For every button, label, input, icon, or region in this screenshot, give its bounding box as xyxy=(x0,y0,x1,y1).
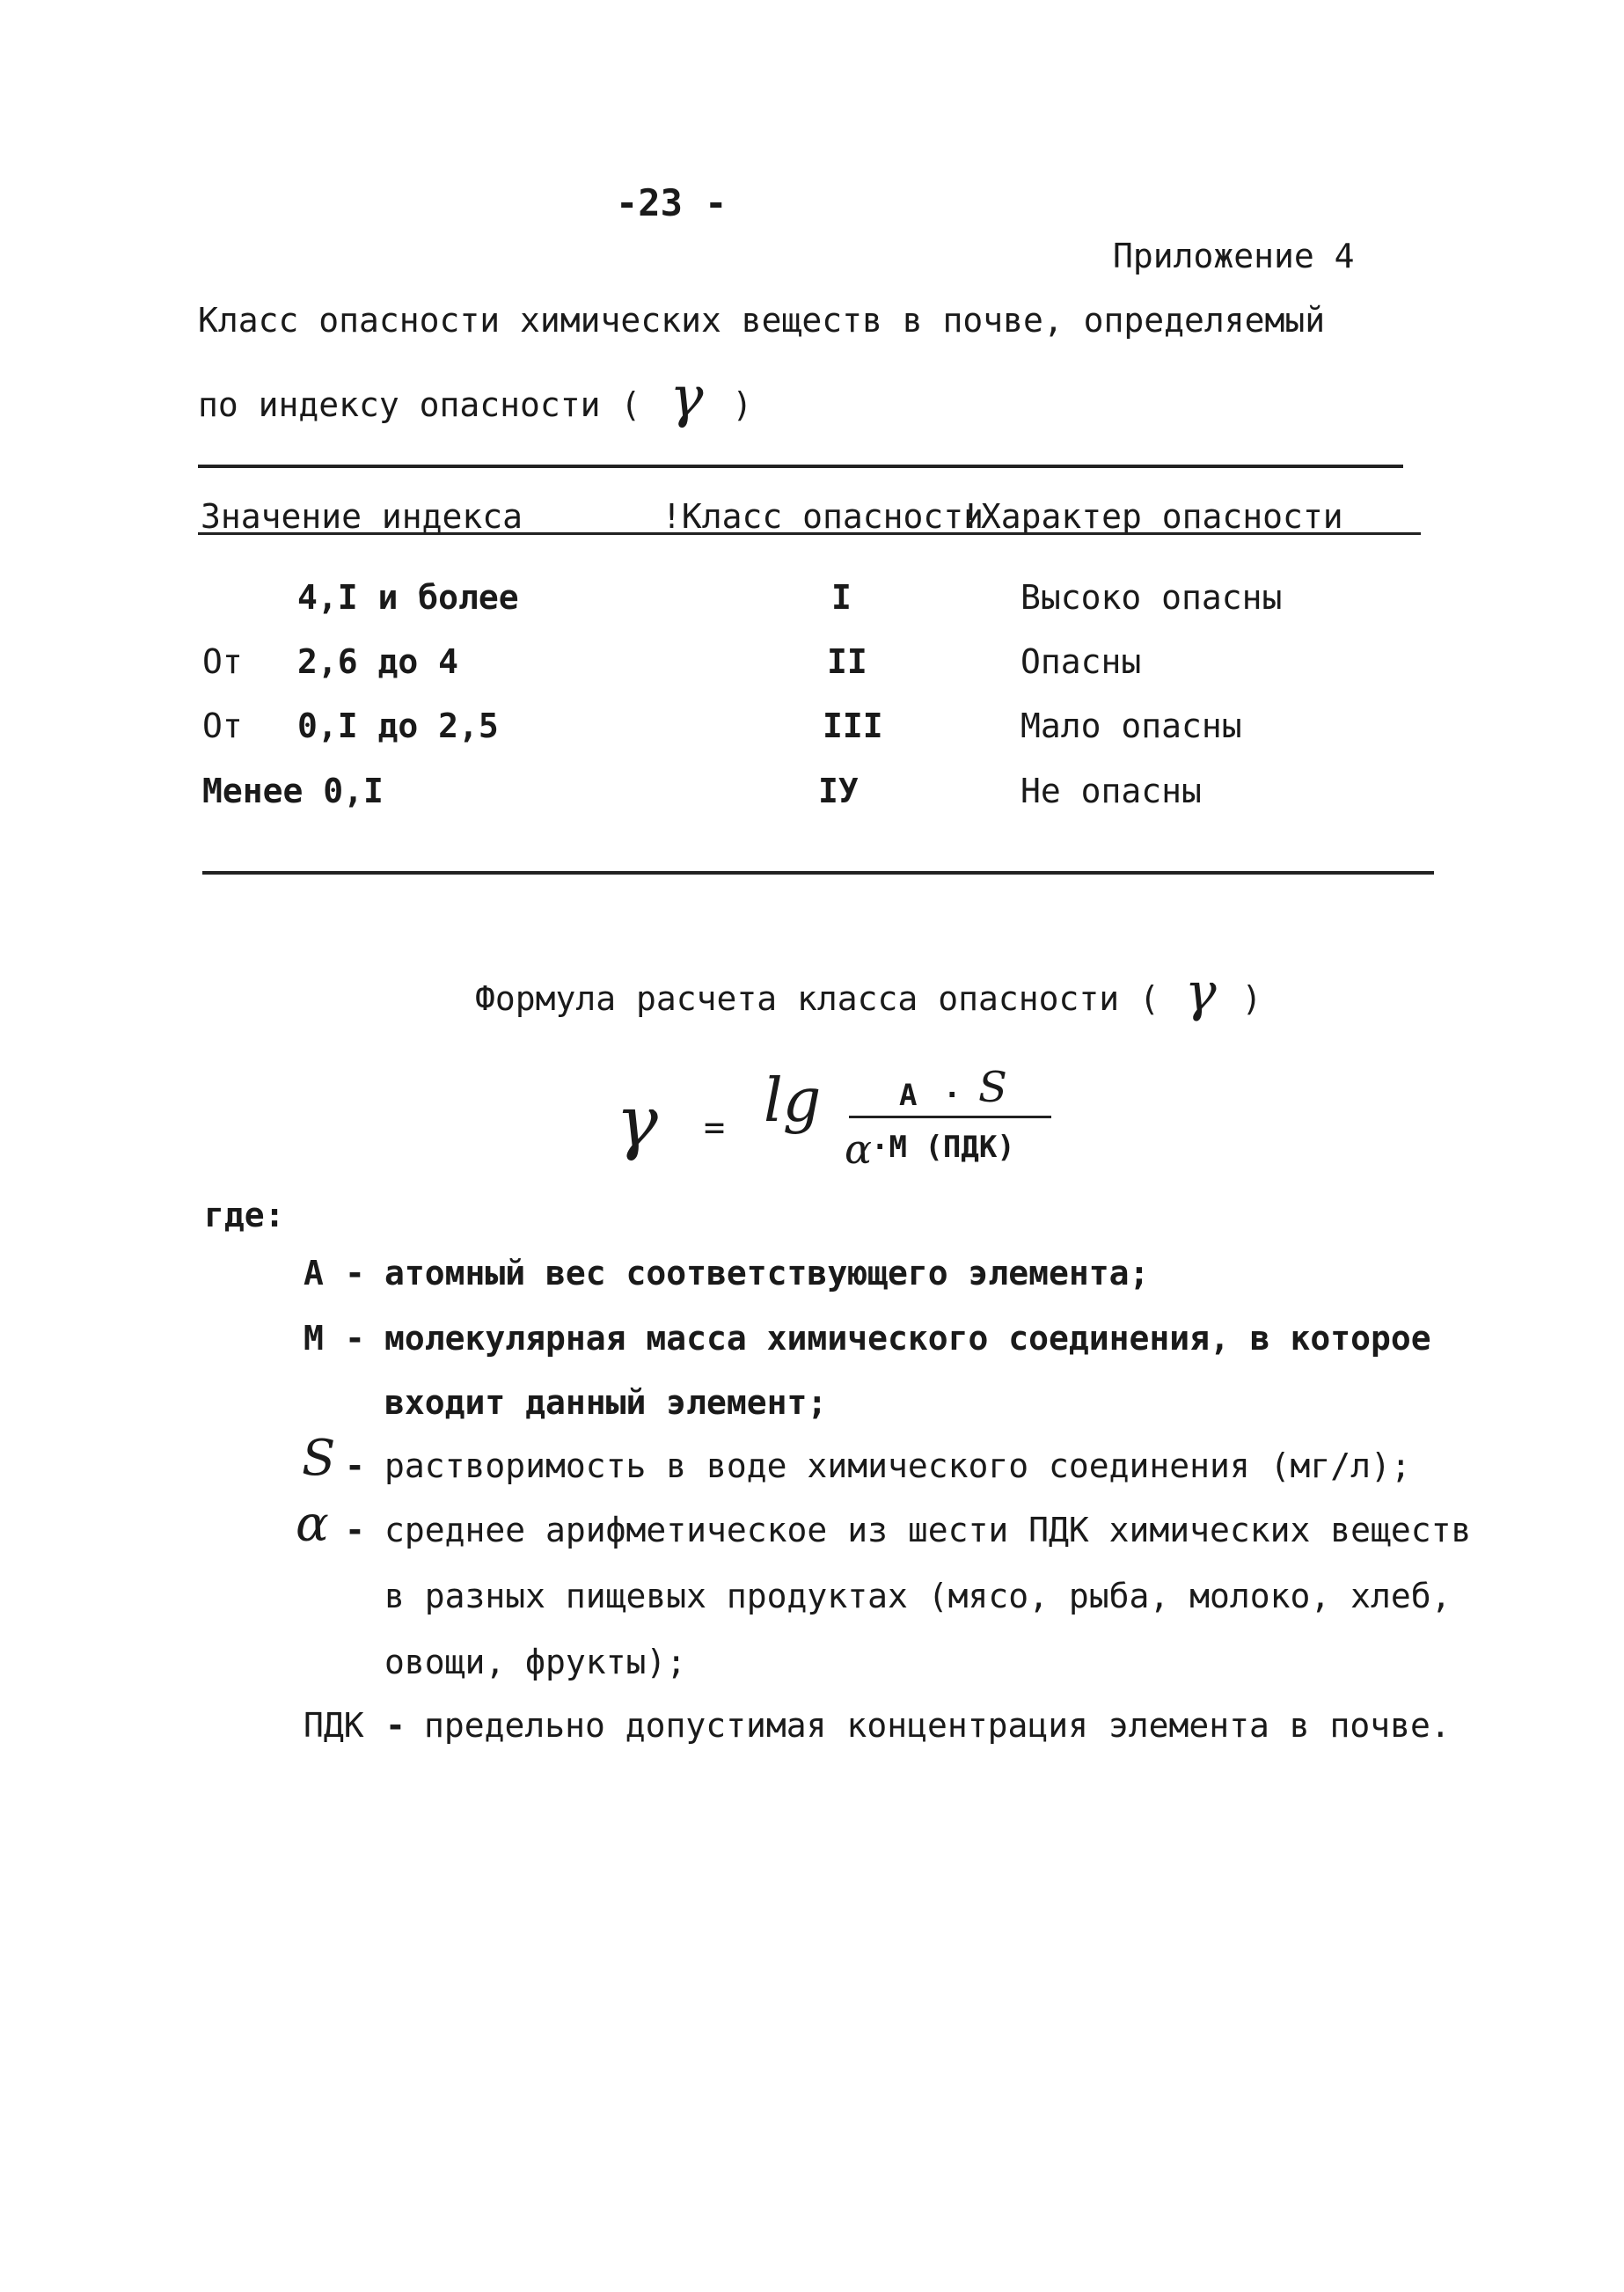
row-1-value: 4,I и более xyxy=(297,578,519,617)
definition-text: атомный вес соответствующего элемента; xyxy=(384,1254,1150,1292)
table-header-character: !Характер опасности xyxy=(961,497,1343,536)
formula-numerator-dot: · xyxy=(943,1078,962,1113)
row-1-class: I xyxy=(831,578,852,617)
row-4-value: Менее 0,I xyxy=(202,772,384,810)
formula-numerator-s: S xyxy=(978,1063,1007,1112)
formula-numerator-a: A xyxy=(899,1078,918,1113)
definition-symbol-s: S xyxy=(302,1430,336,1487)
definition-symbol-alpha: α xyxy=(296,1496,329,1553)
definition-dash: - xyxy=(345,1446,365,1485)
row-1-character: Высоко опасны xyxy=(1020,578,1283,617)
formula-log: lg xyxy=(764,1066,822,1136)
title-line-1: Класс опасности химических веществ в почве, определяемый xyxy=(198,301,1326,340)
row-3-value: 0,I до 2,5 xyxy=(297,707,499,745)
definition-text: среднее арифметическое из шести ПДК химических веществ xyxy=(384,1511,1472,1549)
row-2-character: Опасны xyxy=(1020,642,1142,681)
definition-text: растворимость в воде химического соединения (мг/л); xyxy=(384,1446,1411,1485)
definition-text: предельно допустимая концентрация элемента в почве. xyxy=(424,1706,1451,1745)
definition-symbol-m: M xyxy=(304,1319,324,1358)
definition-symbol-pdk: ПДК xyxy=(304,1706,364,1745)
table-header-class: !Класс опасности xyxy=(662,497,984,536)
title-line-2 xyxy=(198,365,753,430)
formula-heading-prefix: Формула расчета класса опасности ( xyxy=(475,979,1159,1018)
row-4-class: IУ xyxy=(818,772,859,810)
row-2-value: 2,6 до 4 xyxy=(297,642,459,681)
definition-text: молекулярная масса химического соединения, в которое xyxy=(384,1319,1431,1358)
formula-fraction-line xyxy=(849,1116,1051,1118)
formula-denominator-rest: ·M (ПДК) xyxy=(871,1130,1015,1165)
formula-equals: = xyxy=(704,1108,726,1148)
definition-dash: - xyxy=(385,1706,406,1745)
definition-dash: - xyxy=(345,1254,365,1292)
table-top-rule xyxy=(198,465,1403,468)
definition-text-continued: входит данный элемент; xyxy=(384,1383,828,1422)
formula-lhs-gamma: 𝛾 xyxy=(616,1080,658,1162)
title-line-2-suffix: ) xyxy=(732,385,753,424)
where-label: где: xyxy=(204,1196,285,1234)
definition-symbol-a: A xyxy=(304,1254,324,1292)
definition-dash: - xyxy=(345,1319,365,1358)
title-line-2-prefix: по индексу опасности ( xyxy=(198,385,641,424)
formula-heading-suffix: ) xyxy=(1241,979,1262,1018)
table-bottom-rule xyxy=(202,871,1434,875)
formula-heading xyxy=(475,962,1262,1023)
table-header-underline xyxy=(198,532,1421,535)
gamma-symbol: 𝛾 xyxy=(669,365,704,430)
page-number: -23 - xyxy=(616,181,728,224)
definition-dash: - xyxy=(345,1511,365,1549)
formula-denominator-alpha: α xyxy=(845,1125,873,1173)
table-header-index: Значение индекса xyxy=(201,497,523,536)
row-2-prefix: От xyxy=(202,642,243,681)
gamma-symbol: 𝛾 xyxy=(1184,962,1217,1023)
appendix-label: Приложение 4 xyxy=(1113,237,1355,275)
row-3-character: Мало опасны xyxy=(1020,707,1242,745)
definition-text-continued: овощи, фрукты); xyxy=(384,1643,687,1681)
row-2-class: II xyxy=(827,642,867,681)
row-3-prefix: От xyxy=(202,707,243,745)
definition-text-continued: в разных пищевых продуктах (мясо, рыба, молоко, хлеб, xyxy=(384,1577,1452,1615)
row-4-character: Не опасны xyxy=(1020,772,1202,810)
row-3-class: III xyxy=(823,707,883,745)
